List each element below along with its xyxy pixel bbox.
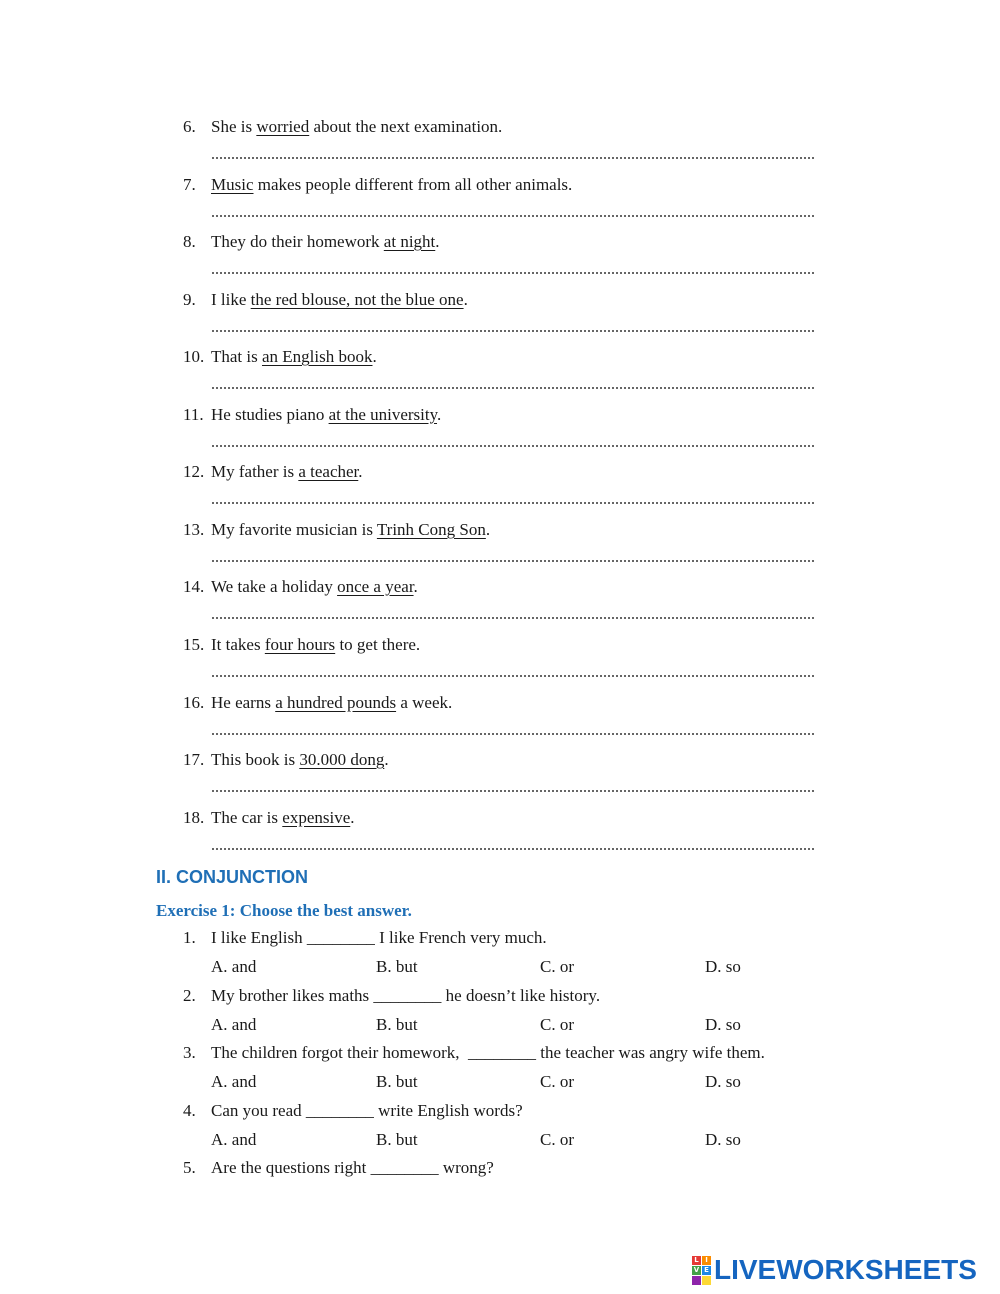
question-number: 6. [183, 117, 196, 136]
mc-question-1 [183, 928, 547, 948]
question-text-end: . [358, 462, 363, 481]
mc-question-3 [183, 1043, 765, 1063]
underlined-phrase: Trinh Cong Son [376, 520, 486, 539]
logo-block: L [692, 1256, 701, 1265]
liveworksheets-logo[interactable] [692, 1255, 977, 1285]
question-9 [183, 290, 468, 310]
question-number: 14. [183, 577, 205, 596]
option-d[interactable]: D. so [705, 1130, 741, 1149]
option-a[interactable]: A. and [211, 1072, 257, 1091]
question-text: This book is [211, 750, 300, 769]
option-d[interactable]: D. so [705, 1072, 741, 1091]
question-number: 1. [183, 928, 196, 947]
question-text: My favorite musician is [211, 520, 377, 539]
option-a[interactable]: A. and [211, 957, 257, 976]
underlined-phrase: an English book [262, 347, 373, 366]
option-d[interactable]: D. so [705, 1015, 741, 1034]
question-text-end: to get there. [335, 635, 421, 654]
question-text-end: . [372, 347, 377, 366]
logo-block: E [702, 1266, 711, 1275]
question-number: 13. [183, 520, 205, 539]
question-6 [183, 117, 502, 137]
underlined-phrase: the red blouse, not the blue one [250, 290, 464, 309]
answer-line[interactable] [211, 731, 815, 737]
question-text-end: . [435, 232, 440, 251]
question-7 [183, 175, 572, 195]
question-text: I like [211, 290, 251, 309]
option-d[interactable]: D. so [705, 957, 741, 976]
underlined-phrase: Music [211, 175, 254, 194]
underlined-phrase: a teacher [298, 462, 359, 481]
question-number: 17. [183, 750, 205, 769]
question-text: The children forgot their homework, ________ the teacher was angry wife them. [211, 1043, 765, 1062]
underlined-phrase: worried [256, 117, 310, 136]
question-number: 9. [183, 290, 196, 309]
option-c[interactable]: C. or [540, 957, 574, 976]
question-text: He earns [211, 693, 276, 712]
underlined-phrase: once a year [337, 577, 414, 596]
logo-blocks-icon [692, 1256, 711, 1285]
answer-line[interactable] [211, 385, 815, 391]
question-12 [183, 462, 363, 482]
question-11 [183, 405, 441, 425]
question-text: Can you read ________ write English words? [211, 1101, 523, 1120]
underlined-phrase: at the university [328, 405, 438, 424]
question-number: 7. [183, 175, 196, 194]
question-text: I like English ________ I like French very much. [211, 928, 547, 947]
question-number: 2. [183, 986, 196, 1005]
question-18 [183, 808, 355, 828]
answer-line[interactable] [211, 500, 815, 506]
underlined-phrase: a hundred pounds [275, 693, 397, 712]
question-text: My brother likes maths ________ he doesn’t like history. [211, 986, 601, 1005]
underlined-phrase: 30.000 dong [299, 750, 385, 769]
question-number: 15. [183, 635, 205, 654]
question-number: 10. [183, 347, 205, 366]
answer-line[interactable] [211, 788, 815, 794]
question-text-end: . [413, 577, 418, 596]
question-16 [183, 693, 452, 713]
question-number: 8. [183, 232, 196, 251]
underlined-phrase: at night [383, 232, 436, 251]
answer-line[interactable] [211, 558, 815, 564]
question-text-end: . [384, 750, 389, 769]
question-text-end: about the next examination. [309, 117, 503, 136]
mc-question-2 [183, 986, 600, 1006]
question-10 [183, 347, 377, 367]
logo-block: V [693, 1265, 700, 1274]
option-a[interactable]: A. and [211, 1130, 257, 1149]
question-number: 18. [183, 808, 205, 827]
answer-line[interactable] [211, 155, 815, 161]
option-b[interactable]: B. but [376, 1072, 418, 1091]
question-text: She is [211, 117, 257, 136]
option-b[interactable]: B. but [376, 1015, 418, 1034]
option-c[interactable]: C. or [540, 1130, 574, 1149]
question-number: 5. [183, 1158, 196, 1177]
question-text: We take a holiday [211, 577, 338, 596]
question-text: The car is [211, 808, 283, 827]
question-text: They do their homework [211, 232, 384, 251]
question-text: My father is [211, 462, 299, 481]
question-text-end: . [350, 808, 355, 827]
logo-block [702, 1276, 711, 1285]
answer-line[interactable] [211, 615, 815, 621]
question-text: It takes [211, 635, 265, 654]
exercise-title: Exercise 1: Choose the best answer. [156, 901, 412, 920]
option-c[interactable]: C. or [540, 1015, 574, 1034]
logo-block: I [702, 1256, 711, 1265]
question-number: 12. [183, 462, 205, 481]
section-title: II. CONJUNCTION [156, 867, 309, 887]
option-b[interactable]: B. but [376, 1130, 418, 1149]
answer-line[interactable] [211, 673, 815, 679]
question-17 [183, 750, 389, 770]
mc-question-5 [183, 1158, 494, 1178]
underlined-phrase: four hours [264, 635, 336, 654]
mc-question-4 [183, 1101, 523, 1121]
question-15 [183, 635, 420, 655]
question-text-end: . [485, 520, 491, 539]
question-number: 3. [183, 1043, 196, 1062]
answer-line[interactable] [211, 270, 815, 276]
question-text: He studies piano [211, 405, 329, 424]
question-8 [183, 232, 440, 252]
logo-text: LIVEWORKSHEETS [714, 1254, 977, 1285]
question-text-end: makes people different from all other animals. [253, 175, 573, 194]
answer-line[interactable] [211, 213, 815, 219]
answer-line[interactable] [211, 443, 815, 449]
question-number: 11. [183, 405, 204, 424]
logo-block [692, 1276, 701, 1285]
question-number: 16. [183, 693, 205, 712]
question-text-end: . [463, 290, 468, 309]
question-13 [183, 520, 490, 540]
question-text-end: . [437, 405, 442, 424]
question-14 [183, 577, 418, 597]
question-text-end: a week. [396, 693, 453, 712]
question-text: Are the questions right ________ wrong? [211, 1158, 494, 1177]
option-b[interactable]: B. but [376, 957, 418, 976]
question-text: That is [211, 347, 262, 366]
question-number: 4. [183, 1101, 196, 1120]
answer-line[interactable] [211, 846, 815, 852]
underlined-phrase: expensive [282, 808, 351, 827]
option-c[interactable]: C. or [540, 1072, 574, 1091]
option-a[interactable]: A. and [211, 1015, 257, 1034]
answer-line[interactable] [211, 328, 815, 334]
